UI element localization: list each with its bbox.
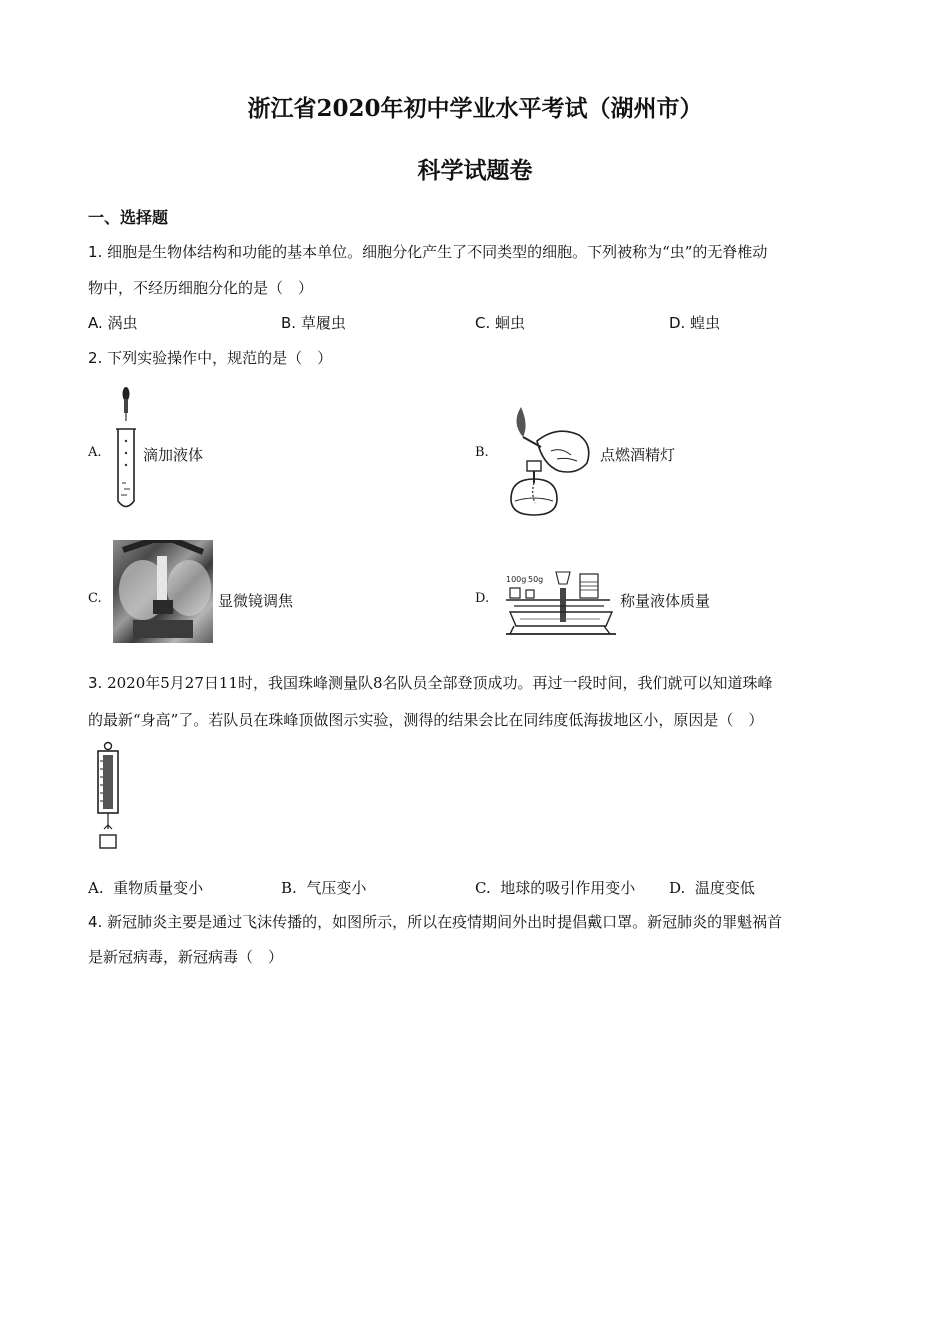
q3-option-a[interactable] xyxy=(88,877,203,898)
q2-option-c-letter[interactable]: C. xyxy=(88,591,102,606)
exam-title: 浙江省2020年初中学业水平考试（湖州市） xyxy=(247,95,703,122)
q3-line1 xyxy=(88,672,773,693)
q1-number: 1. xyxy=(88,243,103,261)
option-text: 气压变小 xyxy=(306,879,367,897)
q1-line2: 物中，不经历细胞分化的是（ ） xyxy=(88,279,314,297)
q4-line2: 是新冠病毒，新冠病毒（ ） xyxy=(88,948,284,966)
dropper-test-tube-icon xyxy=(110,385,142,513)
q2-text: 下列实验操作中，规范的是（ ） xyxy=(107,349,333,367)
q2-option-d-letter[interactable]: D. xyxy=(475,591,490,606)
option-text: 蝗虫 xyxy=(690,314,721,332)
q2-option-d-caption: 称量液体质量 xyxy=(620,592,711,610)
option-text: 蛔虫 xyxy=(495,314,526,332)
q3-text-1: 2020年5月27日11时，我国珠峰测量队8名队员全部登顶成功。再过一段时间，我们就可以知道珠峰 xyxy=(107,674,773,692)
weight-label-100g: 100g xyxy=(506,575,527,584)
q4-text-1: 新冠肺炎主要是通过飞沫传播的，如图所示，所以在疫情期间外出时提倡戴口罩。新冠肺炎的罪魁祸首 xyxy=(107,913,783,931)
q1-text-1: 细胞是生物体结构和功能的基本单位。细胞分化产生了不同类型的细胞。下列被称为“虫”的无脊椎动 xyxy=(107,243,768,261)
option-letter: C. xyxy=(475,314,491,332)
q3-line2: 的最新“身高”了。若队员在珠峰顶做图示实验，测得的结果会比在同纬度低海拔地区小，原因是（ ） xyxy=(88,711,764,729)
q2-option-c-caption: 显微镜调焦 xyxy=(218,592,294,610)
q2-number: 2. xyxy=(88,349,103,367)
q4-line1 xyxy=(88,911,782,932)
q3-number: 3. xyxy=(88,674,103,692)
q1-line1 xyxy=(88,241,767,262)
q2-option-a-caption: 滴加液体 xyxy=(143,446,204,464)
section-heading: 一、选择题 xyxy=(88,208,169,227)
microscope-photo xyxy=(113,540,213,643)
option-text: 涡虫 xyxy=(107,314,138,332)
microscope-photo-detail xyxy=(113,540,213,643)
option-text: 温度变低 xyxy=(694,879,755,897)
q2-option-b-caption: 点燃酒精灯 xyxy=(600,446,676,464)
option-letter: C. xyxy=(475,879,491,897)
q3-option-c[interactable] xyxy=(475,877,635,898)
q1-option-c[interactable] xyxy=(475,312,525,333)
option-text: 重物质量变小 xyxy=(113,879,204,897)
q1-option-d[interactable] xyxy=(669,312,720,333)
balance-scale-icon xyxy=(500,568,620,642)
option-text: 地球的吸引作用变小 xyxy=(500,879,636,897)
option-letter: D. xyxy=(669,314,686,332)
q3-option-b[interactable] xyxy=(281,877,366,898)
alcohol-lamp-icon xyxy=(497,403,599,518)
q4-number: 4. xyxy=(88,913,103,931)
q3-option-d[interactable] xyxy=(669,877,755,898)
q2-line xyxy=(88,347,332,368)
option-letter: B. xyxy=(281,314,297,332)
option-letter: A. xyxy=(88,879,104,897)
option-text: 草履虫 xyxy=(300,314,346,332)
q1-option-b[interactable] xyxy=(281,312,346,333)
q1-option-a[interactable] xyxy=(88,312,138,333)
q2-option-a-letter[interactable]: A. xyxy=(88,445,102,460)
option-letter: B. xyxy=(281,879,297,897)
weight-label-50g: 50g xyxy=(528,575,544,584)
option-letter: D. xyxy=(669,879,686,897)
option-letter: A. xyxy=(88,314,103,332)
q2-option-b-letter[interactable]: B. xyxy=(475,445,489,460)
spring-scale-icon xyxy=(94,741,122,851)
exam-subtitle: 科学试题卷 xyxy=(417,157,533,184)
